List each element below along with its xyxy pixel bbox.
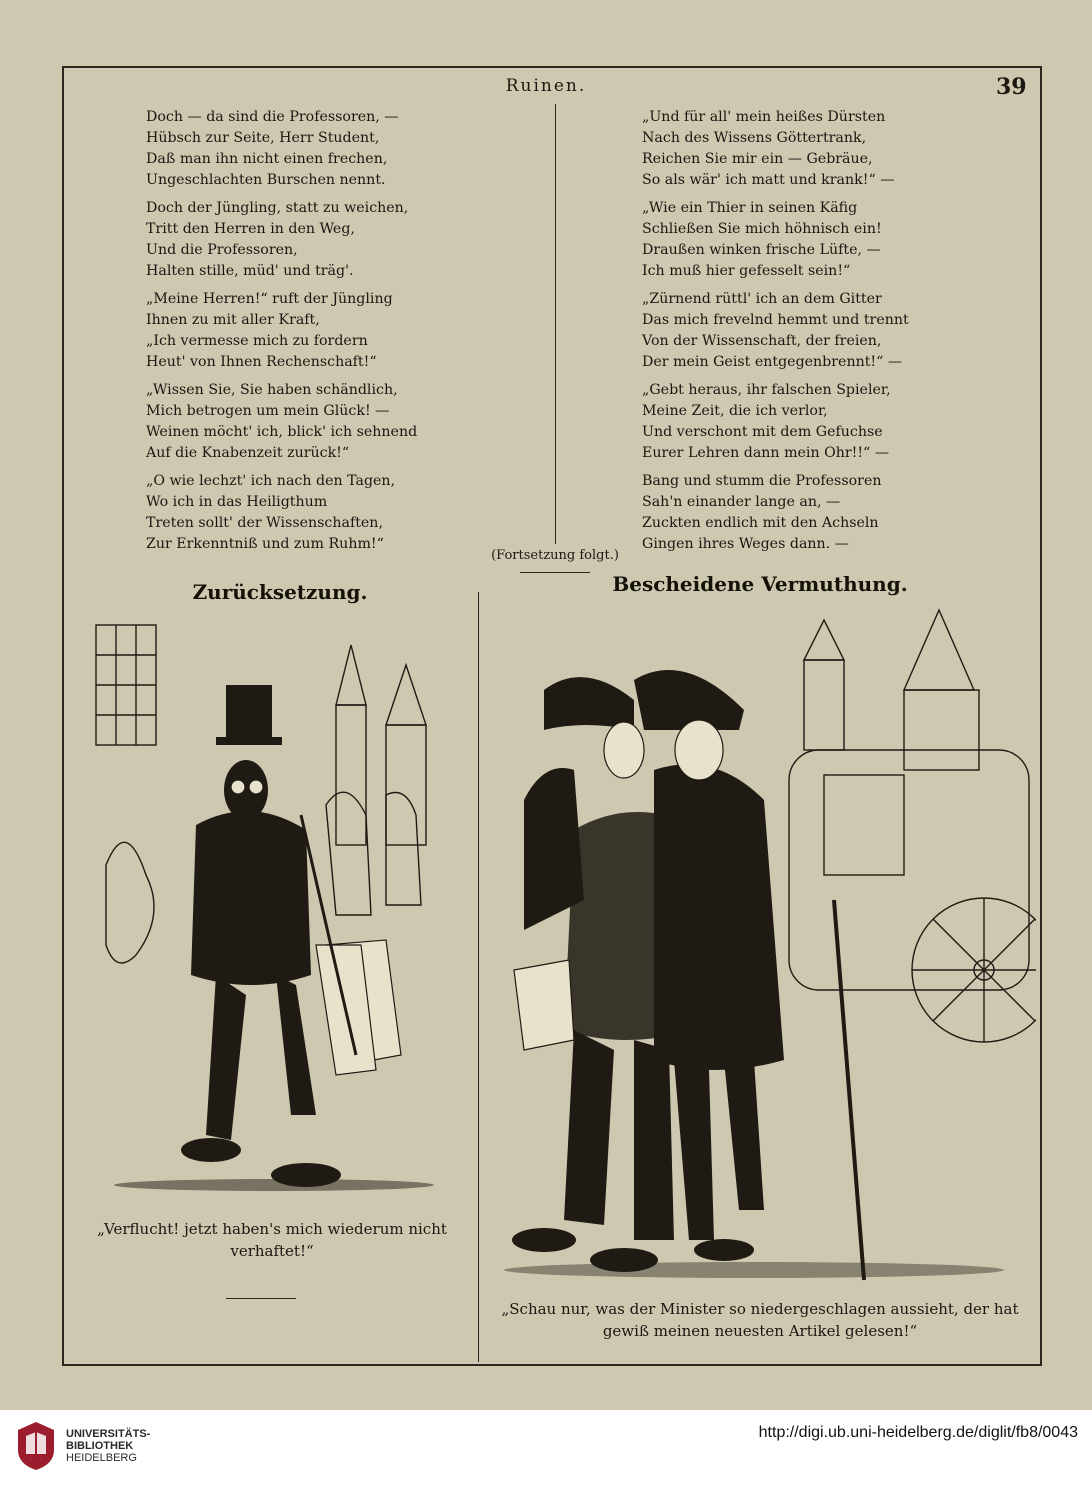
poem_left-line: Doch — da sind die Professoren, — bbox=[146, 109, 399, 125]
poem_left-stanza bbox=[146, 471, 526, 555]
poem_right-stanza bbox=[642, 198, 962, 282]
poem_right-line: Nach des Wissens Göttertrank, bbox=[642, 130, 867, 146]
left-caption-line-2: verhaftet!“ bbox=[230, 1242, 314, 1260]
poem_right-line: „Wie ein Thier in seinen Käfig bbox=[642, 200, 858, 216]
library-name bbox=[66, 1428, 150, 1464]
poem_left-line: Treten sollt' der Wissenschaften, bbox=[146, 515, 383, 531]
poem_right-line: „Zürnend rüttl' ich an dem Gitter bbox=[642, 291, 882, 307]
poem_right-line: Eurer Lehren dann mein Ohr!!“ — bbox=[642, 445, 890, 461]
poem_left-line: Und die Professoren, bbox=[146, 242, 298, 258]
poem-left-column bbox=[146, 107, 526, 562]
library-footer bbox=[0, 1410, 1092, 1488]
poem_left-stanza bbox=[146, 289, 526, 373]
poem_right-line: „Gebt heraus, ihr falschen Spieler, bbox=[642, 382, 891, 398]
poem_left-line: Heut' von Ihnen Rechenschaft!“ bbox=[146, 354, 377, 370]
poem_right-line: So als wär' ich matt und krank!“ — bbox=[642, 172, 895, 188]
continuation-note: (Fortsetzung folgt.) bbox=[491, 548, 619, 563]
poem_right-line: Gingen ihres Weges dann. — bbox=[642, 536, 849, 552]
poem_left-line: „Ich vermesse mich zu fordern bbox=[146, 333, 368, 349]
page-title: Ruinen. bbox=[505, 76, 587, 96]
poem_left-line: Halten stille, müd' und träg'. bbox=[146, 263, 354, 279]
poem_right-line: Und verschont mit dem Gefuchse bbox=[642, 424, 883, 440]
right-cartoon-illustration bbox=[484, 600, 1036, 1290]
continuation-rule bbox=[520, 572, 590, 573]
left-cartoon-title: Zurücksetzung. bbox=[192, 580, 368, 604]
poem_right-line: Der mein Geist entgegenbrennt!“ — bbox=[642, 354, 903, 370]
poem-right-column bbox=[642, 107, 962, 562]
right-caption-line-2: gewiß meinen neuesten Artikel gelesen!“ bbox=[602, 1322, 918, 1340]
poem_left-line: Wo ich in das Heiligthum bbox=[146, 494, 328, 510]
poem_right-stanza bbox=[642, 107, 962, 191]
poem_right-line: Das mich frevelnd hemmt und trennt bbox=[642, 312, 909, 328]
poem_right-stanza bbox=[642, 380, 962, 464]
poem_left-line: Zur Erkenntniß und zum Ruhm!“ bbox=[146, 536, 384, 552]
poem_right-line: Meine Zeit, die ich verlor, bbox=[642, 403, 828, 419]
poem_right-line: Ich muß hier gefesselt sein!“ bbox=[642, 263, 851, 279]
university-library-logo-icon bbox=[14, 1420, 58, 1472]
poem_right-line: Von der Wissenschaft, der freien, bbox=[642, 333, 882, 349]
right-cartoon-caption bbox=[484, 1298, 1036, 1342]
library-name-line-2: BIBLIOTHEK bbox=[66, 1440, 134, 1452]
poem_left-line: Mich betrogen um mein Glück! — bbox=[146, 403, 390, 419]
digital-library-link[interactable]: http://digi.ub.uni-heidelberg.de/diglit/fb8/0043 bbox=[758, 1424, 1078, 1441]
left-cartoon-illustration bbox=[86, 615, 462, 1205]
poem_left-line: „Wissen Sie, Sie haben schändlich, bbox=[146, 382, 398, 398]
poem_left-line: Tritt den Herren in den Weg, bbox=[146, 221, 355, 237]
poem_right-stanza bbox=[642, 289, 962, 373]
left-cartoon-caption bbox=[80, 1218, 464, 1262]
poem_right-line: Zuckten endlich mit den Achseln bbox=[642, 515, 879, 531]
poem_right-line: „Und für all' mein heißes Dürsten bbox=[642, 109, 886, 125]
poem_right-line: Sah'n einander lange an, — bbox=[642, 494, 841, 510]
poem_left-line: Daß man ihn nicht einen frechen, bbox=[146, 151, 388, 167]
right-cartoon-title: Bescheidene Vermuthung. bbox=[612, 572, 908, 596]
poem_left-line: Weinen möcht' ich, blick' ich sehnend bbox=[146, 424, 418, 440]
poem_left-stanza bbox=[146, 107, 526, 191]
poem_right-stanza bbox=[642, 471, 962, 555]
poem_right-line: Draußen winken frische Lüfte, — bbox=[642, 242, 881, 258]
column-divider bbox=[555, 104, 556, 544]
left-caption-rule bbox=[226, 1298, 296, 1299]
poem_left-line: „Meine Herren!“ ruft der Jüngling bbox=[146, 291, 393, 307]
left-caption-line-1: „Verflucht! jetzt haben's mich wiederum nicht bbox=[97, 1220, 447, 1238]
poem_left-line: Doch der Jüngling, statt zu weichen, bbox=[146, 200, 409, 216]
poem_left-stanza bbox=[146, 198, 526, 282]
poem_left-line: Ungeschlachten Burschen nennt. bbox=[146, 172, 386, 188]
library-name-line-3: HEIDELBERG bbox=[66, 1452, 137, 1464]
poem_right-line: Schließen Sie mich höhnisch ein! bbox=[642, 221, 882, 237]
right-caption-line-1: „Schau nur, was der Minister so niedergeschlagen aussieht, der hat bbox=[501, 1300, 1019, 1318]
poem_left-line: Hübsch zur Seite, Herr Student, bbox=[146, 130, 380, 146]
poem_left-stanza bbox=[146, 380, 526, 464]
poem_left-line: Auf die Knabenzeit zurück!“ bbox=[146, 445, 350, 461]
poem_right-line: Bang und stumm die Professoren bbox=[642, 473, 882, 489]
cartoon-divider bbox=[478, 592, 479, 1362]
page-number: 39 bbox=[996, 74, 1027, 100]
poem_left-line: Ihnen zu mit aller Kraft, bbox=[146, 312, 320, 328]
poem_left-line: „O wie lechzt' ich nach den Tagen, bbox=[146, 473, 396, 489]
library-name-line-1: UNIVERSITÄTS- bbox=[66, 1428, 151, 1440]
poem_right-line: Reichen Sie mir ein — Gebräue, bbox=[642, 151, 873, 167]
